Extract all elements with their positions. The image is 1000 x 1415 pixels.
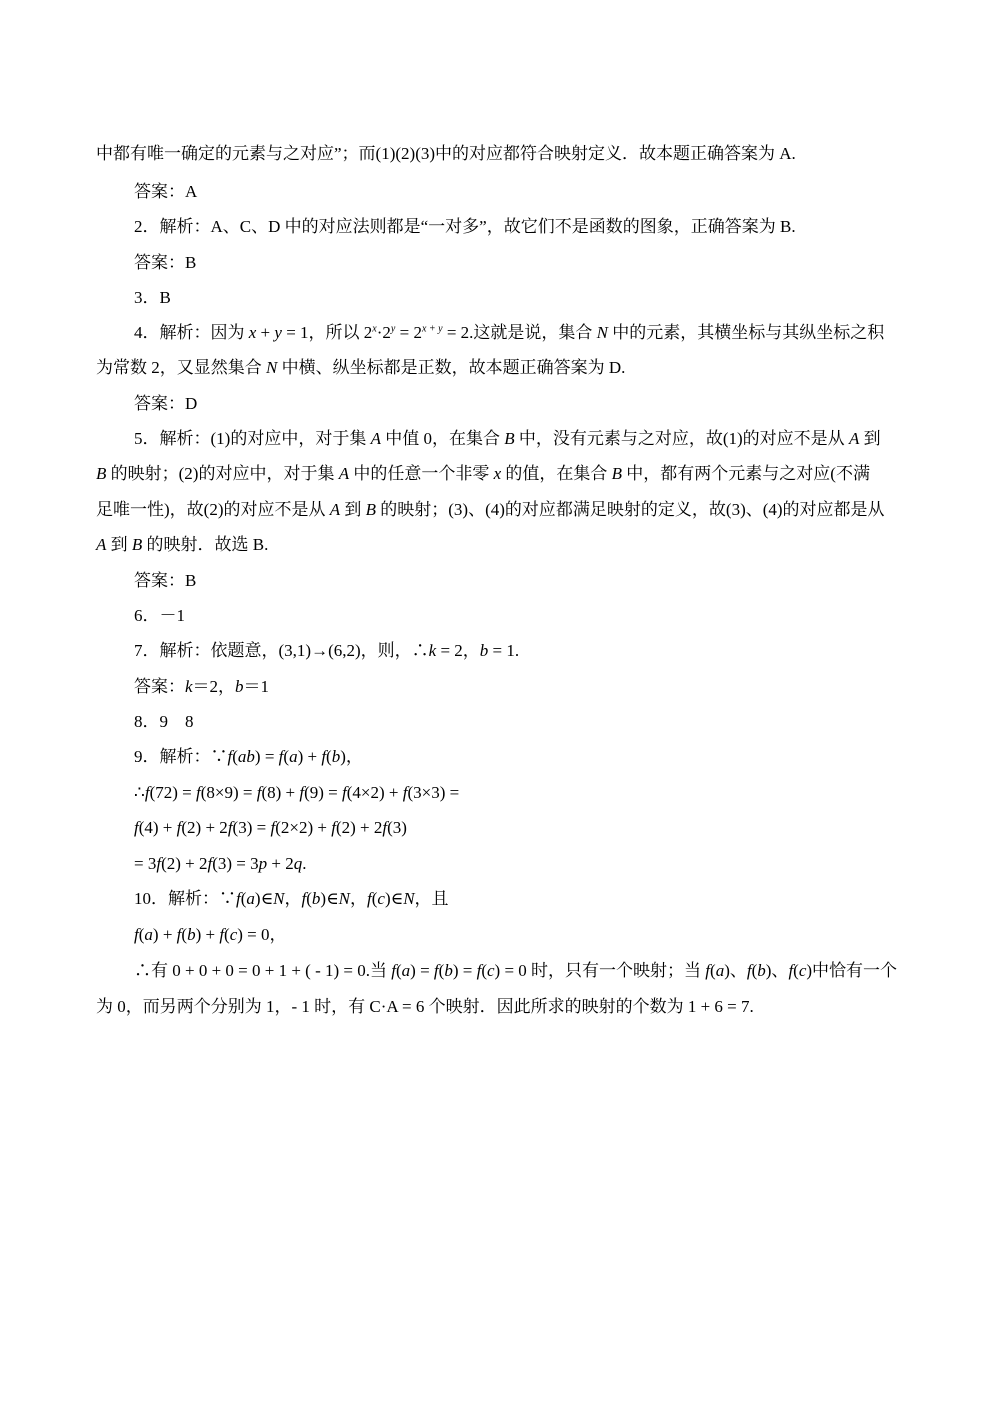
math-variable: f xyxy=(270,818,276,837)
math-variable: f xyxy=(195,783,201,802)
math-variable: f xyxy=(227,818,233,837)
text-segment: ， xyxy=(350,889,367,908)
text-segment: 中的任意一个非零 xyxy=(349,464,494,483)
math-variable: B xyxy=(504,429,515,448)
math-variable: f xyxy=(391,961,396,980)
math-variable: a xyxy=(401,961,411,980)
text-segment: ( xyxy=(240,889,247,908)
math-variable: y xyxy=(274,323,282,342)
math-variable: f xyxy=(705,961,711,980)
solution-10-line-1 xyxy=(134,888,954,910)
text-segment: ) = xyxy=(452,961,477,980)
text-segment: )∈ xyxy=(320,889,339,908)
text-segment: ) = xyxy=(254,747,279,766)
text-segment: 中的元素，其横坐标与其纵坐标之积 xyxy=(608,323,885,342)
text-segment: ) = 0 时，只有一个映射；当 xyxy=(494,961,706,980)
math-variable: f xyxy=(207,854,213,873)
text-segment: ( xyxy=(396,961,402,980)
math-variable: B xyxy=(611,464,623,483)
math-variable: f xyxy=(144,783,150,802)
math-variable: c xyxy=(486,961,495,980)
text-segment: 的映射；(3)、(4)的对应都满足映射的定义，故(3)、(4)的对应都是从 xyxy=(376,500,885,519)
text-segment: = 1. xyxy=(488,641,520,660)
text-segment: (4×2) + xyxy=(346,783,403,802)
solution-5-line-1 xyxy=(134,428,954,450)
text-segment: (9) = xyxy=(304,783,343,802)
answer-3: 3．B xyxy=(134,288,171,307)
solution-10-line-2 xyxy=(134,924,954,946)
solution-7 xyxy=(134,640,954,662)
text-segment: (4) + xyxy=(138,818,177,837)
text-segment: ( xyxy=(181,925,188,944)
text-segment: ( xyxy=(224,925,230,944)
text-segment: ( xyxy=(138,925,145,944)
text-segment: ) = 0， xyxy=(237,925,287,944)
text-segment: ( xyxy=(793,961,799,980)
math-variable: f xyxy=(299,783,305,802)
text-segment: ， xyxy=(284,889,302,908)
math-variable: f xyxy=(256,783,262,802)
text-segment: 中，都有两个元素与之对应(不满 xyxy=(622,464,870,483)
text-segment: ，且 xyxy=(414,889,449,908)
text-segment: + xyxy=(256,323,275,342)
text-line-1: 中都有唯一确定的元素与之对应”；而(1)(2)(3)中的对应都符合映射定义．故本题正确答案为 A. xyxy=(96,144,796,163)
math-variable: a xyxy=(715,961,725,980)
math-variable: B xyxy=(365,500,377,519)
math-variable: c xyxy=(229,925,238,944)
text-segment: ) + xyxy=(297,747,322,766)
text-segment: 的映射；(2)的对应中，对于集 xyxy=(106,464,339,483)
math-variable: b xyxy=(757,961,766,980)
text-segment: )、 xyxy=(765,961,789,980)
math-variable: f xyxy=(134,925,139,944)
text-segment: = 2 xyxy=(395,323,422,342)
text-segment: ( xyxy=(232,747,238,766)
text-segment: (2×2) + xyxy=(275,818,332,837)
text-segment: (72) = xyxy=(149,783,196,802)
text-segment: = 2， xyxy=(436,641,480,660)
math-variable: N xyxy=(596,323,609,342)
math-variable: f xyxy=(176,925,182,944)
math-variable: b xyxy=(235,677,244,696)
math-variable: b xyxy=(444,961,453,980)
math-variable: f xyxy=(134,818,139,837)
math-variable: A xyxy=(338,464,350,483)
text-segment: = 2.这就是说，集合 xyxy=(442,323,597,342)
math-variable: f xyxy=(331,818,336,837)
math-variable: k xyxy=(428,641,437,660)
math-variable: f xyxy=(227,747,233,766)
math-variable: b xyxy=(479,641,489,660)
text-segment: ) + xyxy=(195,925,220,944)
math-variable: f xyxy=(176,818,182,837)
math-variable: A xyxy=(848,429,860,448)
math-variable: b xyxy=(187,925,196,944)
text-segment: + 2 xyxy=(267,854,294,873)
text-segment: )中恰有一个 xyxy=(806,961,898,980)
text-segment: )∈ xyxy=(254,889,274,908)
text-segment: ( xyxy=(326,747,332,766)
text-segment: (3) xyxy=(387,818,407,837)
text-segment: (2) + 2 xyxy=(335,818,383,837)
math-variable: c xyxy=(798,961,807,980)
solution-4-line-2 xyxy=(96,357,916,379)
math-variable: B xyxy=(131,535,143,554)
text-segment: )∈ xyxy=(384,889,404,908)
math-variable: A xyxy=(329,500,341,519)
text-segment: ∴有 0 + 0 + 0 = 0 + 1 + ( - 1) = 0.当 xyxy=(134,961,392,980)
answer-8: 8．9 8 xyxy=(134,712,194,731)
solution-9-line-4 xyxy=(134,853,954,875)
text-segment: 5．解析：(1)的对应中，对于集 xyxy=(134,429,371,448)
text-segment: = 3 xyxy=(134,854,157,873)
math-variable: N xyxy=(403,889,415,908)
text-segment: (8) + xyxy=(261,783,300,802)
math-variable: N xyxy=(338,889,350,908)
answer-7 xyxy=(134,676,954,698)
text-segment: ( xyxy=(710,961,716,980)
text-segment: )、 xyxy=(724,961,747,980)
text-segment: 的映射．故选 B. xyxy=(142,535,269,554)
solution-10-line-3 xyxy=(134,960,954,982)
solution-9-line-1 xyxy=(134,746,954,768)
math-variable: f xyxy=(367,889,372,908)
math-variable: f xyxy=(321,747,327,766)
solution-5-line-3 xyxy=(96,499,916,521)
text-segment: 9．解析：∵ xyxy=(134,747,228,766)
text-segment: 中值 0，在集合 xyxy=(380,429,505,448)
exponent: x xyxy=(372,323,377,335)
solution-9-line-2 xyxy=(134,782,954,804)
math-variable: f xyxy=(219,925,225,944)
math-variable: f xyxy=(156,854,162,873)
math-variable: c xyxy=(377,889,385,908)
text-segment: (2) + 2 xyxy=(181,818,228,837)
text-segment: 7．解析：依题意，(3,1)→(6,2)，则，∴ xyxy=(134,641,429,660)
text-segment: (3×3) = xyxy=(407,783,460,802)
math-variable: a xyxy=(144,925,153,944)
text-segment: ·2 xyxy=(376,323,391,342)
text-segment: ( xyxy=(371,889,378,908)
answer-4: 答案：D xyxy=(134,394,198,413)
answer-6: 6．－1 xyxy=(134,606,185,625)
text-segment: . xyxy=(302,854,307,873)
text-segment: ( xyxy=(481,961,487,980)
text-segment: (2) + 2 xyxy=(161,854,208,873)
text-segment: ( xyxy=(306,889,312,908)
text-segment: (3) = xyxy=(232,818,271,837)
math-variable: f xyxy=(382,818,388,837)
text-segment: 的值，在集合 xyxy=(501,464,612,483)
text-segment: ＝1 xyxy=(243,677,270,696)
text-segment: ( xyxy=(283,747,290,766)
text-segment: 答案： xyxy=(134,677,185,696)
solution-4-line-1 xyxy=(134,322,954,344)
math-variable: k xyxy=(185,677,193,696)
math-variable: f xyxy=(476,961,482,980)
text-segment: ) = xyxy=(410,961,434,980)
text-segment: 中横、纵坐标都是正数，故本题正确答案为 D. xyxy=(277,358,626,377)
math-variable: A xyxy=(370,429,381,448)
math-variable: A xyxy=(96,535,107,554)
math-variable: x xyxy=(493,464,502,483)
exponent: x + y xyxy=(421,323,443,335)
solution-9-line-3 xyxy=(134,817,954,839)
solution-5-line-2 xyxy=(96,463,916,485)
exponent: y xyxy=(390,323,396,335)
answer-1: 答案：A xyxy=(134,182,198,201)
math-variable: f xyxy=(236,889,241,908)
math-variable: b xyxy=(311,889,321,908)
math-variable: f xyxy=(342,783,347,802)
math-variable: N xyxy=(266,358,278,377)
text-segment: 中，没有元素与之对应，故(1)的对应不是从 xyxy=(514,429,849,448)
text-segment: )， xyxy=(340,747,363,766)
math-variable: f xyxy=(788,961,794,980)
math-variable: a xyxy=(246,889,255,908)
answer-2: 答案：B xyxy=(134,253,197,272)
text-segment: 到 xyxy=(106,535,132,554)
math-variable: f xyxy=(433,961,439,980)
math-variable: x xyxy=(248,323,257,342)
text-segment: ( xyxy=(751,961,758,980)
text-segment: (8×9) = xyxy=(200,783,257,802)
solution-5-line-4 xyxy=(96,534,916,556)
text-segment: (3) = 3 xyxy=(212,854,259,873)
math-variable: f xyxy=(278,747,284,766)
math-variable: ab xyxy=(237,747,255,766)
math-variable: q xyxy=(293,854,303,873)
math-variable: N xyxy=(273,889,285,908)
math-variable: a xyxy=(289,747,298,766)
text-segment: ( xyxy=(438,961,445,980)
text-segment: 为常数 2，又显然集合 xyxy=(96,358,266,377)
text-segment: 足唯一性)，故(2)的对应不是从 xyxy=(96,500,330,519)
math-variable: f xyxy=(301,889,307,908)
text-segment: ∴ xyxy=(134,783,145,802)
text-segment: 4．解析：因为 xyxy=(134,323,249,342)
answer-5: 答案：B xyxy=(134,571,197,590)
math-variable: f xyxy=(746,961,752,980)
math-variable: b xyxy=(331,747,341,766)
text-segment: ) + xyxy=(152,925,177,944)
math-variable: B xyxy=(96,464,107,483)
text-segment: = 1，所以 2 xyxy=(281,323,373,342)
text-segment: 10．解析：∵ xyxy=(134,889,236,908)
text-segment: 到 xyxy=(340,500,366,519)
text-segment: 到 xyxy=(859,429,881,448)
math-variable: f xyxy=(402,783,408,802)
solution-10-line-4: 为 0，而另两个分别为 1，- 1 时，有 C·A = 6 个映射．因此所求的映射的个数为 1 + 6 = 7. xyxy=(96,997,754,1016)
solution-2: 2．解析：A、C、D 中的对应法则都是“一对多”，故它们不是函数的图象，正确答案为 B. xyxy=(134,217,796,236)
text-segment: ＝2， xyxy=(192,677,236,696)
math-variable: p xyxy=(258,854,268,873)
